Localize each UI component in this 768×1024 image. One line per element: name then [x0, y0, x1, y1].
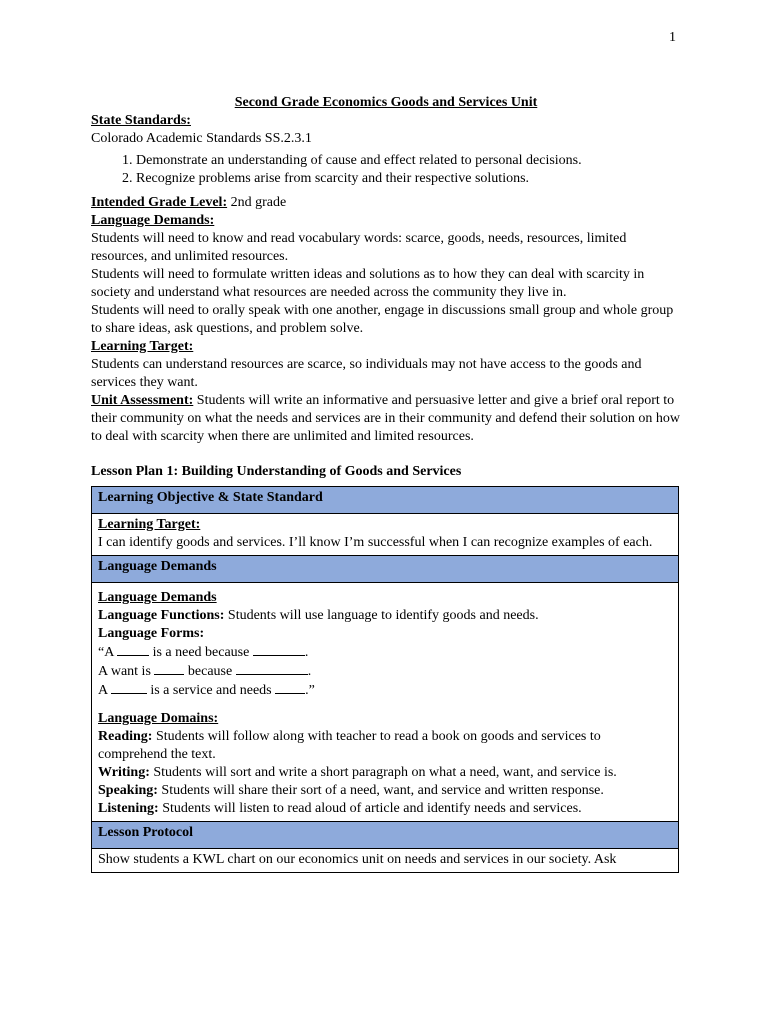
form-sentence: [98, 662, 672, 681]
form-text: is a need because: [149, 645, 253, 660]
lesson-plan-heading: Lesson Plan 1: Building Understanding of Goods and Services: [91, 464, 462, 479]
standards-list-item: 1. Demonstrate an understanding of cause and effect related to personal decisions.: [136, 152, 681, 170]
form-text: because: [184, 664, 236, 679]
writing-label: Writing:: [98, 765, 150, 780]
document-body: [91, 94, 681, 873]
domain-listening: [98, 800, 672, 818]
grade-level-label: Intended Grade Level:: [91, 195, 228, 210]
writing-text: Students will sort and write a short paragraph on what a need, want, and service is.: [149, 765, 617, 780]
demands-cell: [92, 583, 679, 822]
form-text: .: [307, 664, 312, 679]
form-text: “A: [98, 645, 118, 660]
forms-label: Language Forms:: [98, 626, 205, 641]
target-text: I can identify goods and services. I’ll know I’m successful when I can recognize examples of each.: [98, 535, 653, 550]
speaking-text: Students will share their sort of a need, want, and service and written response.: [157, 783, 604, 798]
protocol-cell: [92, 849, 679, 873]
form-sentence: [98, 643, 672, 662]
demands-header: Language Demands: [92, 556, 679, 583]
learning-target-text: Students can understand resources are scarce, so individuals may not have access to the goods and services they want.: [91, 357, 642, 390]
language-demands-label: Language Demands:: [91, 213, 215, 228]
protocol-text: Show students a KWL chart on our economics unit on needs and services in our society. Ask: [98, 852, 617, 867]
language-demands-paragraph: Students will need to orally speak with one another, engage in discussions small group and whole group to share ideas, ask questions, and problem solve.: [91, 303, 674, 336]
page-number: 1: [669, 30, 676, 45]
reading-text: Students will follow along with teacher to read a book on goods and services to comprehend the text.: [98, 729, 601, 762]
unit-assessment-text: Students will write an informative and persuasive letter and give a brief oral report to their community on what the needs and services are in their community and defend their solution on how to deal with scarcity when there are unlimited and limited resources.: [91, 393, 681, 444]
objective-header: Learning Objective & State Standard: [92, 487, 679, 514]
grade-level: [91, 194, 681, 212]
functions-text: Students will use language to identify goods and needs.: [224, 608, 539, 623]
listening-text: Students will listen to read aloud of article and identify needs and services.: [158, 801, 582, 816]
form-text: A: [98, 683, 111, 698]
form-text: is a service and needs: [146, 683, 276, 698]
form-text: .”: [305, 683, 315, 698]
unit-assessment: [91, 392, 681, 446]
domain-writing: [98, 764, 672, 782]
listening-label: Listening:: [98, 801, 159, 816]
state-standards-label: State Standards:: [91, 113, 191, 128]
target-label: Learning Target:: [98, 517, 201, 532]
spacer: [98, 700, 672, 710]
language-demands-paragraph: Students will need to know and read vocabulary words: scarce, goods, needs, resources, limited resources, and unlimited resources.: [91, 231, 627, 264]
protocol-header: Lesson Protocol: [92, 822, 679, 849]
learning-target-label: Learning Target:: [91, 339, 194, 354]
standards-list-item: 2. Recognize problems arise from scarcity and their respective solutions.: [136, 170, 681, 188]
objective-cell: [92, 514, 679, 556]
fill-blank: [236, 662, 308, 675]
functions-label: Language Functions:: [98, 608, 225, 623]
form-text: .: [304, 645, 309, 660]
reading-label: Reading:: [98, 729, 153, 744]
grade-level-value: 2nd grade: [227, 195, 287, 210]
fill-blank: [275, 681, 305, 694]
fill-blank: [117, 643, 149, 656]
fill-blank: [111, 681, 147, 694]
document-title: Second Grade Economics Goods and Services Unit: [234, 95, 538, 110]
form-text: A want is: [98, 664, 155, 679]
fill-blank: [253, 643, 305, 656]
lesson-plan-table: [91, 486, 679, 873]
state-standard-text: Colorado Academic Standards SS.2.3.1: [91, 131, 312, 146]
domains-label: Language Domains:: [98, 711, 219, 726]
demands-sub-label: Language Demands: [98, 590, 217, 605]
language-demands-paragraph: Students will need to formulate written ideas and solutions as to how they can deal with scarcity in society and understand what resources are needed across the community they live in.: [91, 267, 645, 300]
speaking-label: Speaking:: [98, 783, 158, 798]
standards-list: [91, 152, 681, 188]
domain-speaking: [98, 782, 672, 800]
form-sentence: [98, 681, 672, 700]
language-functions: [98, 607, 672, 625]
fill-blank: [154, 662, 184, 675]
domain-reading: [98, 728, 672, 764]
unit-assessment-label: Unit Assessment:: [91, 393, 194, 408]
